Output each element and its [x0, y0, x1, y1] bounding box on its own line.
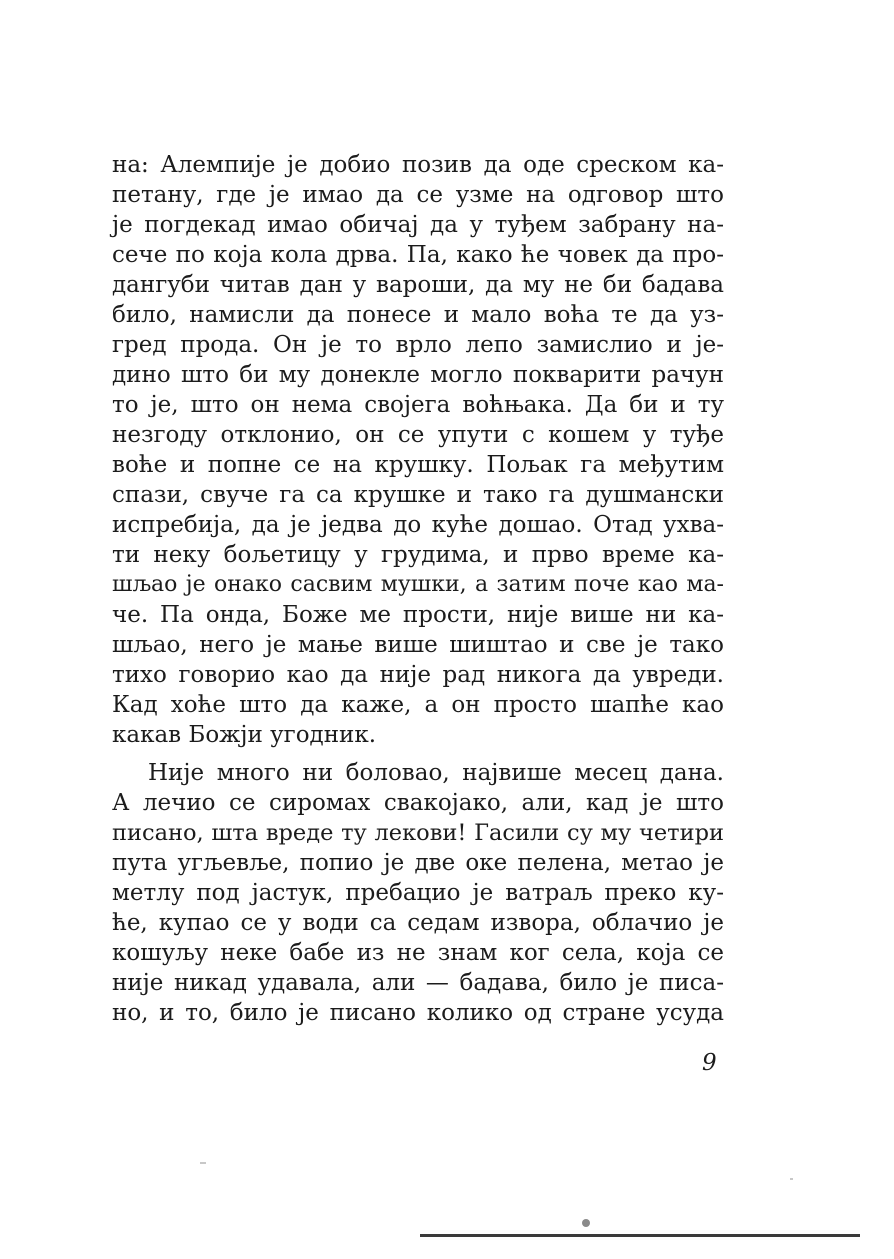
text-line: је погдекад имао обичај да у туђем забрану на- — [112, 212, 724, 238]
text-line: Није много ни боловао, највише месец дана. — [148, 760, 724, 786]
text-line: че. Па онда, Боже ме прости, није више ни ка- — [112, 602, 724, 628]
text-line: сече по која кола дрва. Па, како ће човек да про- — [112, 242, 724, 268]
page-number: 9 — [702, 1050, 717, 1076]
paragraph-2 — [112, 758, 724, 1028]
text-line: петану, где је имао да се узме на одговор што — [112, 182, 724, 208]
text-line: ти неку бољетицу у грудима, и прво време ка- — [112, 542, 724, 568]
text-line: Кад хоће што да каже, а он просто шапће као — [112, 692, 724, 718]
text-line: дино што би му донекле могло покварити рачун — [112, 362, 724, 388]
text-line: шљао, него је мање више шиштао и све је тако — [112, 632, 724, 658]
text-line: испребија, да је једва до куће дошао. Отад ухва- — [112, 512, 724, 538]
text-line: метлу под јастук, пребацио је ватраљ преко ку- — [112, 880, 724, 906]
text-line: то је, што он нема својега воћњака. Да би и ту — [112, 392, 724, 418]
text-line: спази, свуче га са крушке и тако га душмански — [112, 482, 724, 508]
text-line: воће и попне се на крушку. Пољак га међутим — [112, 452, 724, 478]
text-line: на: Алемпије је добио позив да оде среском ка- — [112, 152, 724, 178]
scan-speck — [790, 1178, 793, 1180]
text-line: дангуби читав дан у вароши, да му не би бадава — [112, 272, 724, 298]
scan-speck — [582, 1219, 590, 1227]
paragraph-gap — [112, 750, 724, 758]
text-line: какав Божји угодник. — [112, 722, 377, 748]
text-line: незгоду отклонио, он се упути с кошем у туђе — [112, 422, 724, 448]
text-line: шљао је онако сасвим мушки, а затим поче као ма- — [112, 572, 724, 597]
text-line: ће, купао се у води са седам извора, облачио је — [112, 910, 724, 936]
text-line: но, и то, било је писано колико од стране усуда — [112, 1000, 724, 1026]
body-text — [112, 150, 724, 1028]
text-line: А лечио се сиромах свакојако, али, кад је што — [112, 790, 724, 816]
text-line: писано, шта вреде ту лекови! Гасили су му четири — [112, 820, 724, 846]
text-line: гред прода. Он је то врло лепо замислио и је- — [112, 332, 724, 358]
scan-speck — [200, 1162, 206, 1164]
text-line: пута угљевље, попио је две оке пелена, метао је — [112, 850, 724, 876]
text-line: било, намисли да понесе и мало воћа те да уз- — [112, 302, 724, 328]
page-edge-shadow — [420, 1234, 860, 1237]
text-line: тихо говорио као да није рад никога да увреди. — [112, 662, 724, 688]
text-line: није никад удавала, али — бадава, било је писа- — [112, 970, 724, 996]
paragraph-1 — [112, 150, 724, 750]
text-line: кошуљу неке бабе из не знам ког села, која се — [112, 940, 724, 966]
